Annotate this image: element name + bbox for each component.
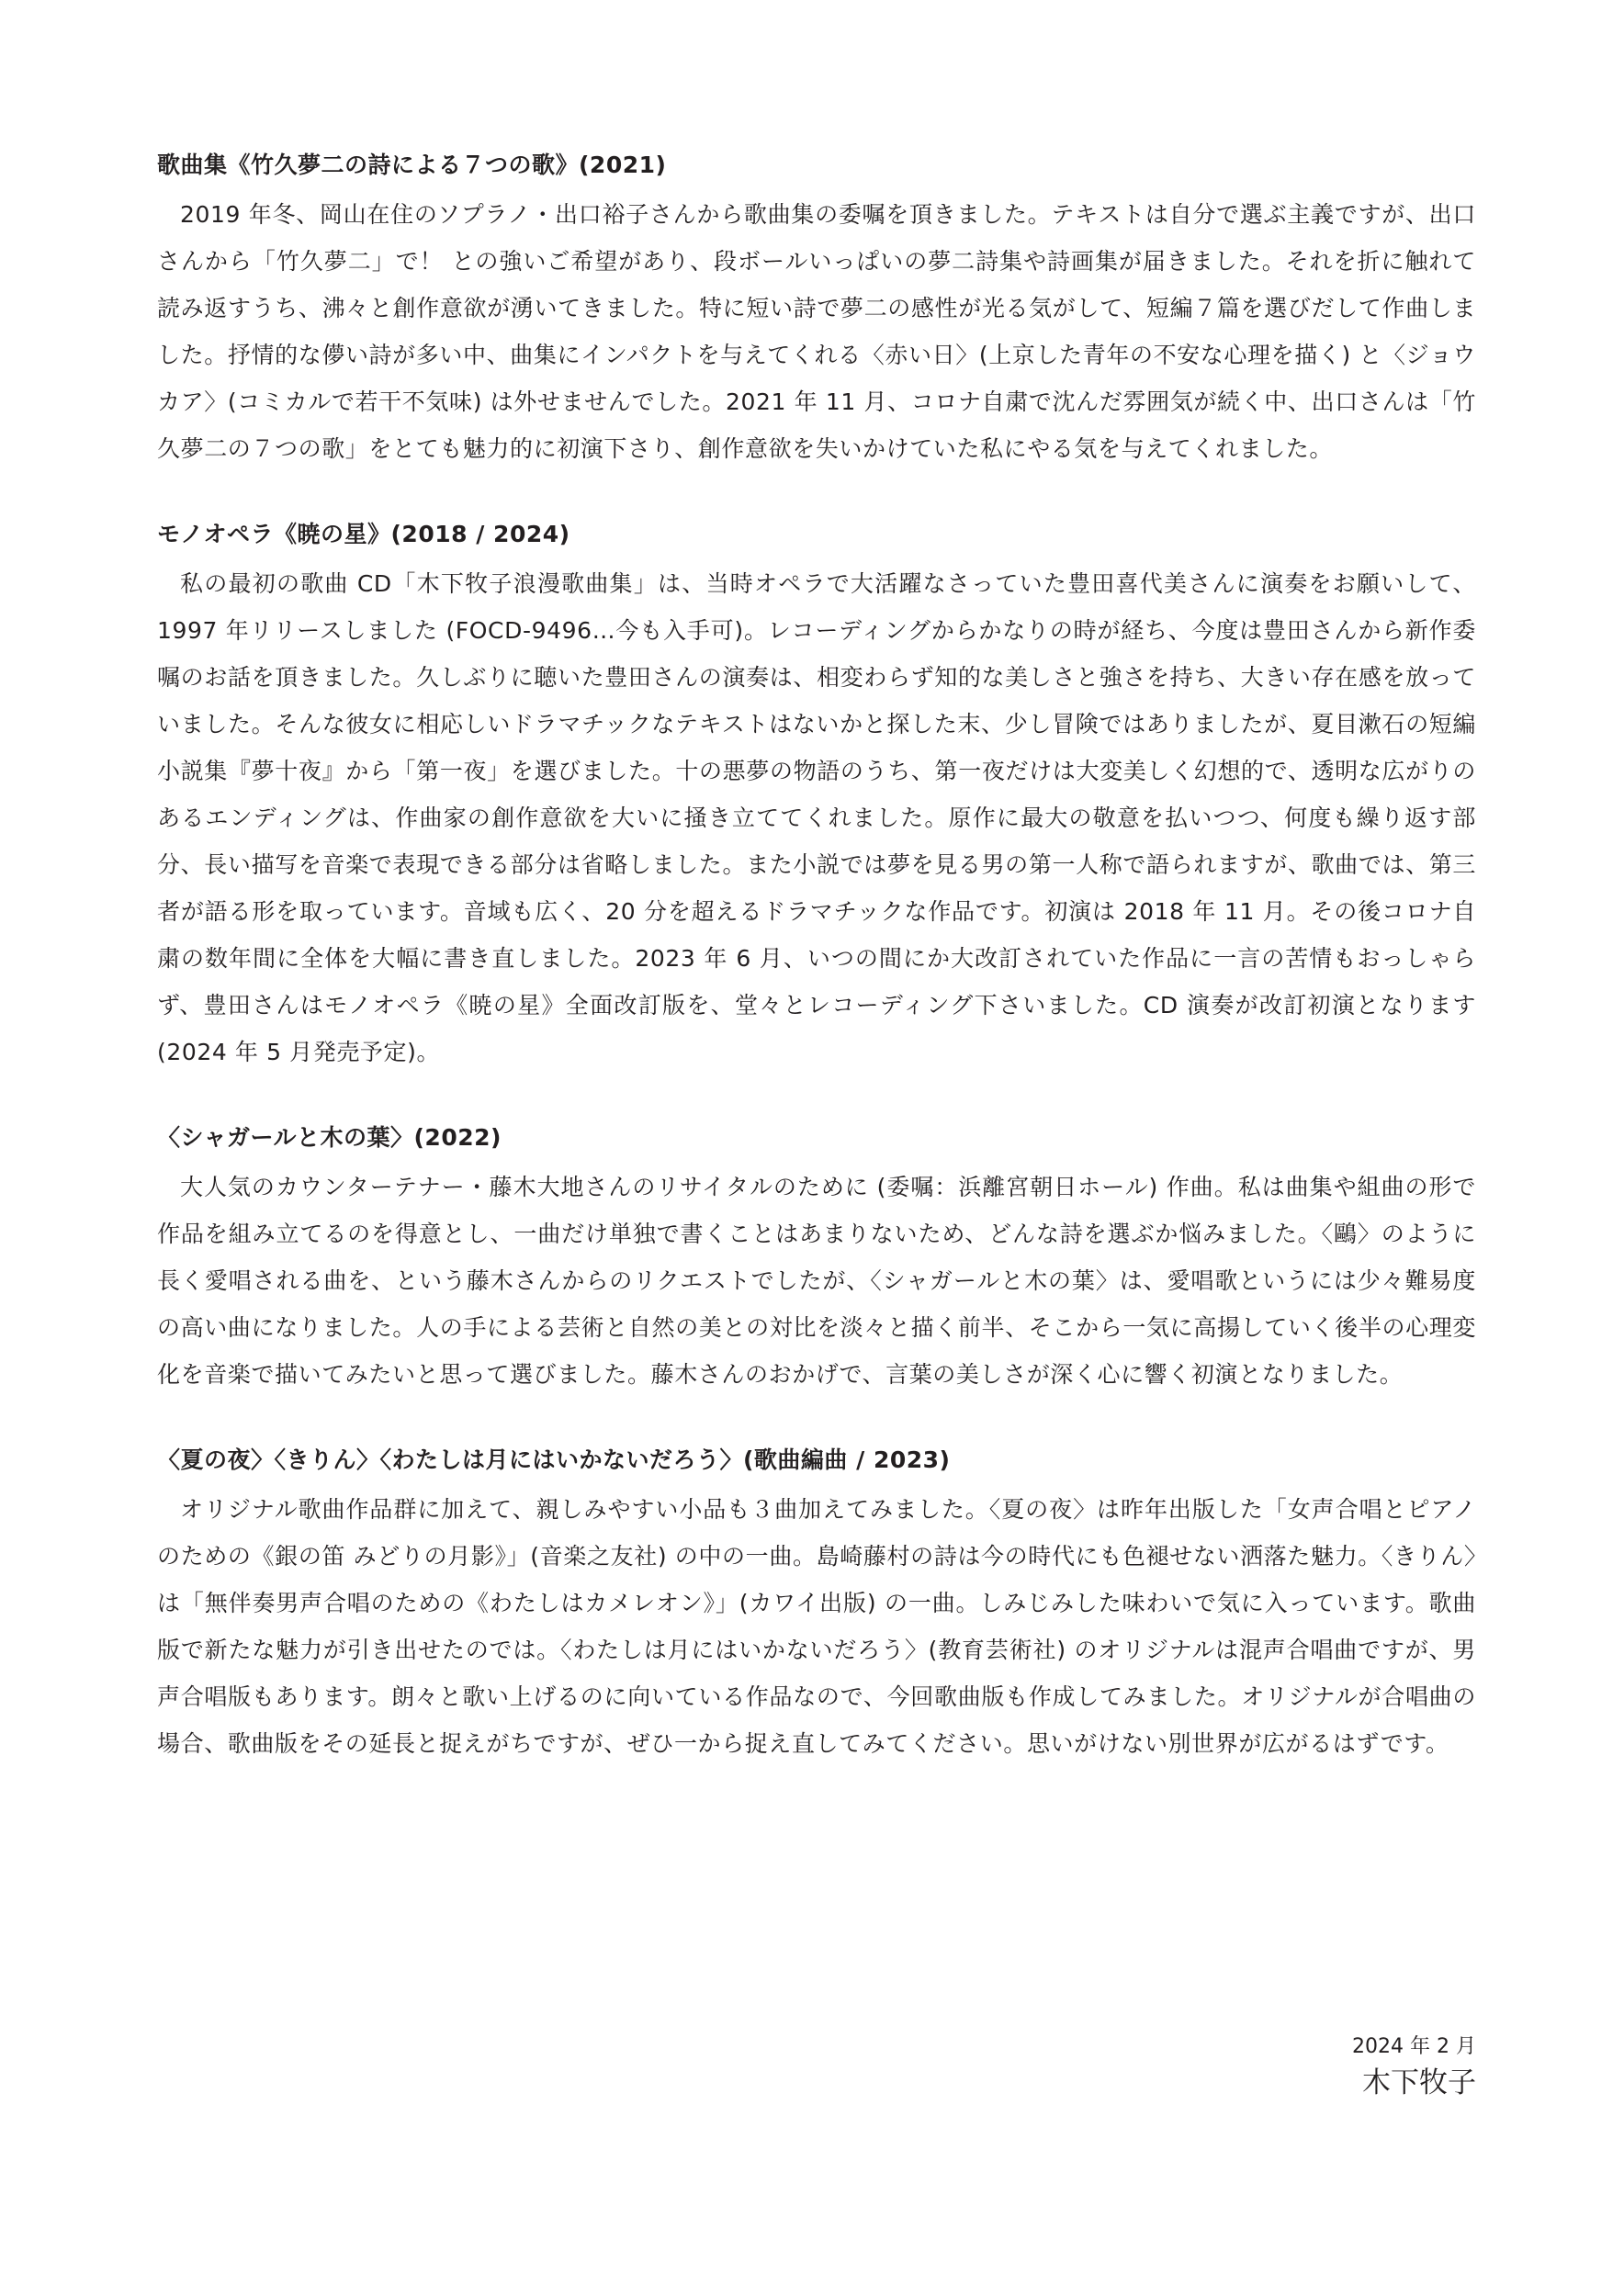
section-title: 〈シャガールと木の葉〉(2022) xyxy=(157,1124,502,1151)
section-takehisa-yumeji xyxy=(157,147,1476,472)
section-title: 歌曲集《竹久夢二の詩による７つの歌》(2021) xyxy=(157,152,667,178)
section-title: 〈夏の夜〉〈きりん〉〈わたしは月にはいかないだろう〉(歌曲編曲 / 2023) xyxy=(157,1446,951,1473)
section-title: モノオペラ《暁の星》(2018 / 2024) xyxy=(157,521,570,547)
section-song-arrangements xyxy=(157,1442,1476,1767)
section-body: 私の最初の歌曲 CD「木下牧子浪漫歌曲集」は、当時オペラで大活躍なさっていた豊田喜代美さんに演奏をお願いして、1997 年リリースしました (FOCD-9496…今も入手可)。レコーディングからかなりの時が経ち、今度は豊田さんから新作委嘱のお話を頂きました。久しぶりに聴いた豊田さんの演奏は、相変わらず知的な美しさと強さを持ち、大きい存在感を放っていました。そんな彼女に相応しいドラマチックなテキストはないかと探した末、少し冒険ではありましたが、夏目漱石の短編小説集『夢十夜』から「第一夜」を選びました。十の悪夢の物語のうち、第一夜だけは大変美しく幻想的で、透明な広がりのあるエンディングは、作曲家の創作意欲を大いに掻き立ててくれました。原作に最大の敬意を払いつつ、何度も繰り返す部分、長い描写を音楽で表現できる部分は省略しました。また小説では夢を見る男の第一人称で語られますが、歌曲では、第三者が語る形を取っています。音域も広く、20 分を超えるドラマチックな作品です。初演は 2018 年 11 月。その後コロナ自粛の数年間に全体を大幅に書き直しました。2023 年 6 月、いつの間にか大改訂されていた作品に一言の苦情もおっしゃらず、豊田さんはモノオペラ《暁の星》全面改訂版を、堂々とレコーディング下さいました。CD 演奏が改訂初演となります (2024 年 5 月発売予定)。 xyxy=(157,570,1476,1065)
document-page xyxy=(157,147,1476,1767)
section-body: 大人気のカウンターテナー・藤木大地さんのリサイタルのために (委嘱：浜離宮朝日ホール) 作曲。私は曲集や組曲の形で作品を組み立てるのを得意とし、一曲だけ単独で書くことはあまりないため、どんな詩を選ぶか悩みました。〈鷗〉のように長く愛唱される曲を、という藤木さんからのリクエストでしたが、〈シャガールと木の葉〉は、愛唱歌というには少々難易度の高い曲になりました。人の手による芸術と自然の美との対比を淡々と描く前半、そこから一気に高揚していく後半の心理変化を音楽で描いてみたいと思って選びました。藤木さんのおかげで、言葉の美しさが深く心に響く初演となりました。 xyxy=(157,1174,1476,1388)
section-akatsuki-no-hoshi xyxy=(157,516,1476,1075)
signature-name: 木下牧子 xyxy=(1362,2066,1476,2099)
signature-block xyxy=(1352,2032,1476,2103)
section-body: 2019 年冬、岡山在住のソプラノ・出口裕子さんから歌曲集の委嘱を頂きました。テキストは自分で選ぶ主義ですが、出口さんから「竹久夢二」で！ との強いご希望があり、段ボールいっぱいの夢二詩集や詩画集が届きました。それを折に触れて読み返すうち、沸々と創作意欲が湧いてきました。特に短い詩で夢二の感性が光る気がして、短編７篇を選びだして作曲しました。抒情的な儚い詩が多い中、曲集にインパクトを与えてくれる〈赤い日〉(上京した青年の不安な心理を描く) と〈ジョウカア〉(コミカルで若干不気味) は外せませんでした。2021 年 11 月、コロナ自粛で沈んだ雰囲気が続く中、出口さんは「竹久夢二の７つの歌」をとても魅力的に初演下さり、創作意欲を失いかけていた私にやる気を与えてくれました。 xyxy=(157,201,1476,462)
section-chagall-to-konoha xyxy=(157,1120,1476,1398)
section-body: オリジナル歌曲作品群に加えて、親しみやすい小品も３曲加えてみました。〈夏の夜〉は昨年出版した「女声合唱とピアノのための《銀の笛 みどりの月影》」(音楽之友社) の中の一曲。島崎藤村の詩は今の時代にも色褪せない洒落た魅力。〈きりん〉は「無伴奏男声合唱のための《わたしはカメレオン》」(カワイ出版) の一曲。しみじみした味わいで気に入っています。歌曲版で新たな魅力が引き出せたのでは。〈わたしは月にはいかないだろう〉(教育芸術社) のオリジナルは混声合唱曲ですが、男声合唱版もあります。朗々と歌い上げるのに向いている作品なので、今回歌曲版も作成してみました。オリジナルが合唱曲の場合、歌曲版をその延長と捉えがちですが、ぜひ一から捉え直してみてください。思いがけない別世界が広がるはずです。 xyxy=(157,1496,1476,1757)
signature-date: 2024 年 2 月 xyxy=(1352,2035,1476,2058)
